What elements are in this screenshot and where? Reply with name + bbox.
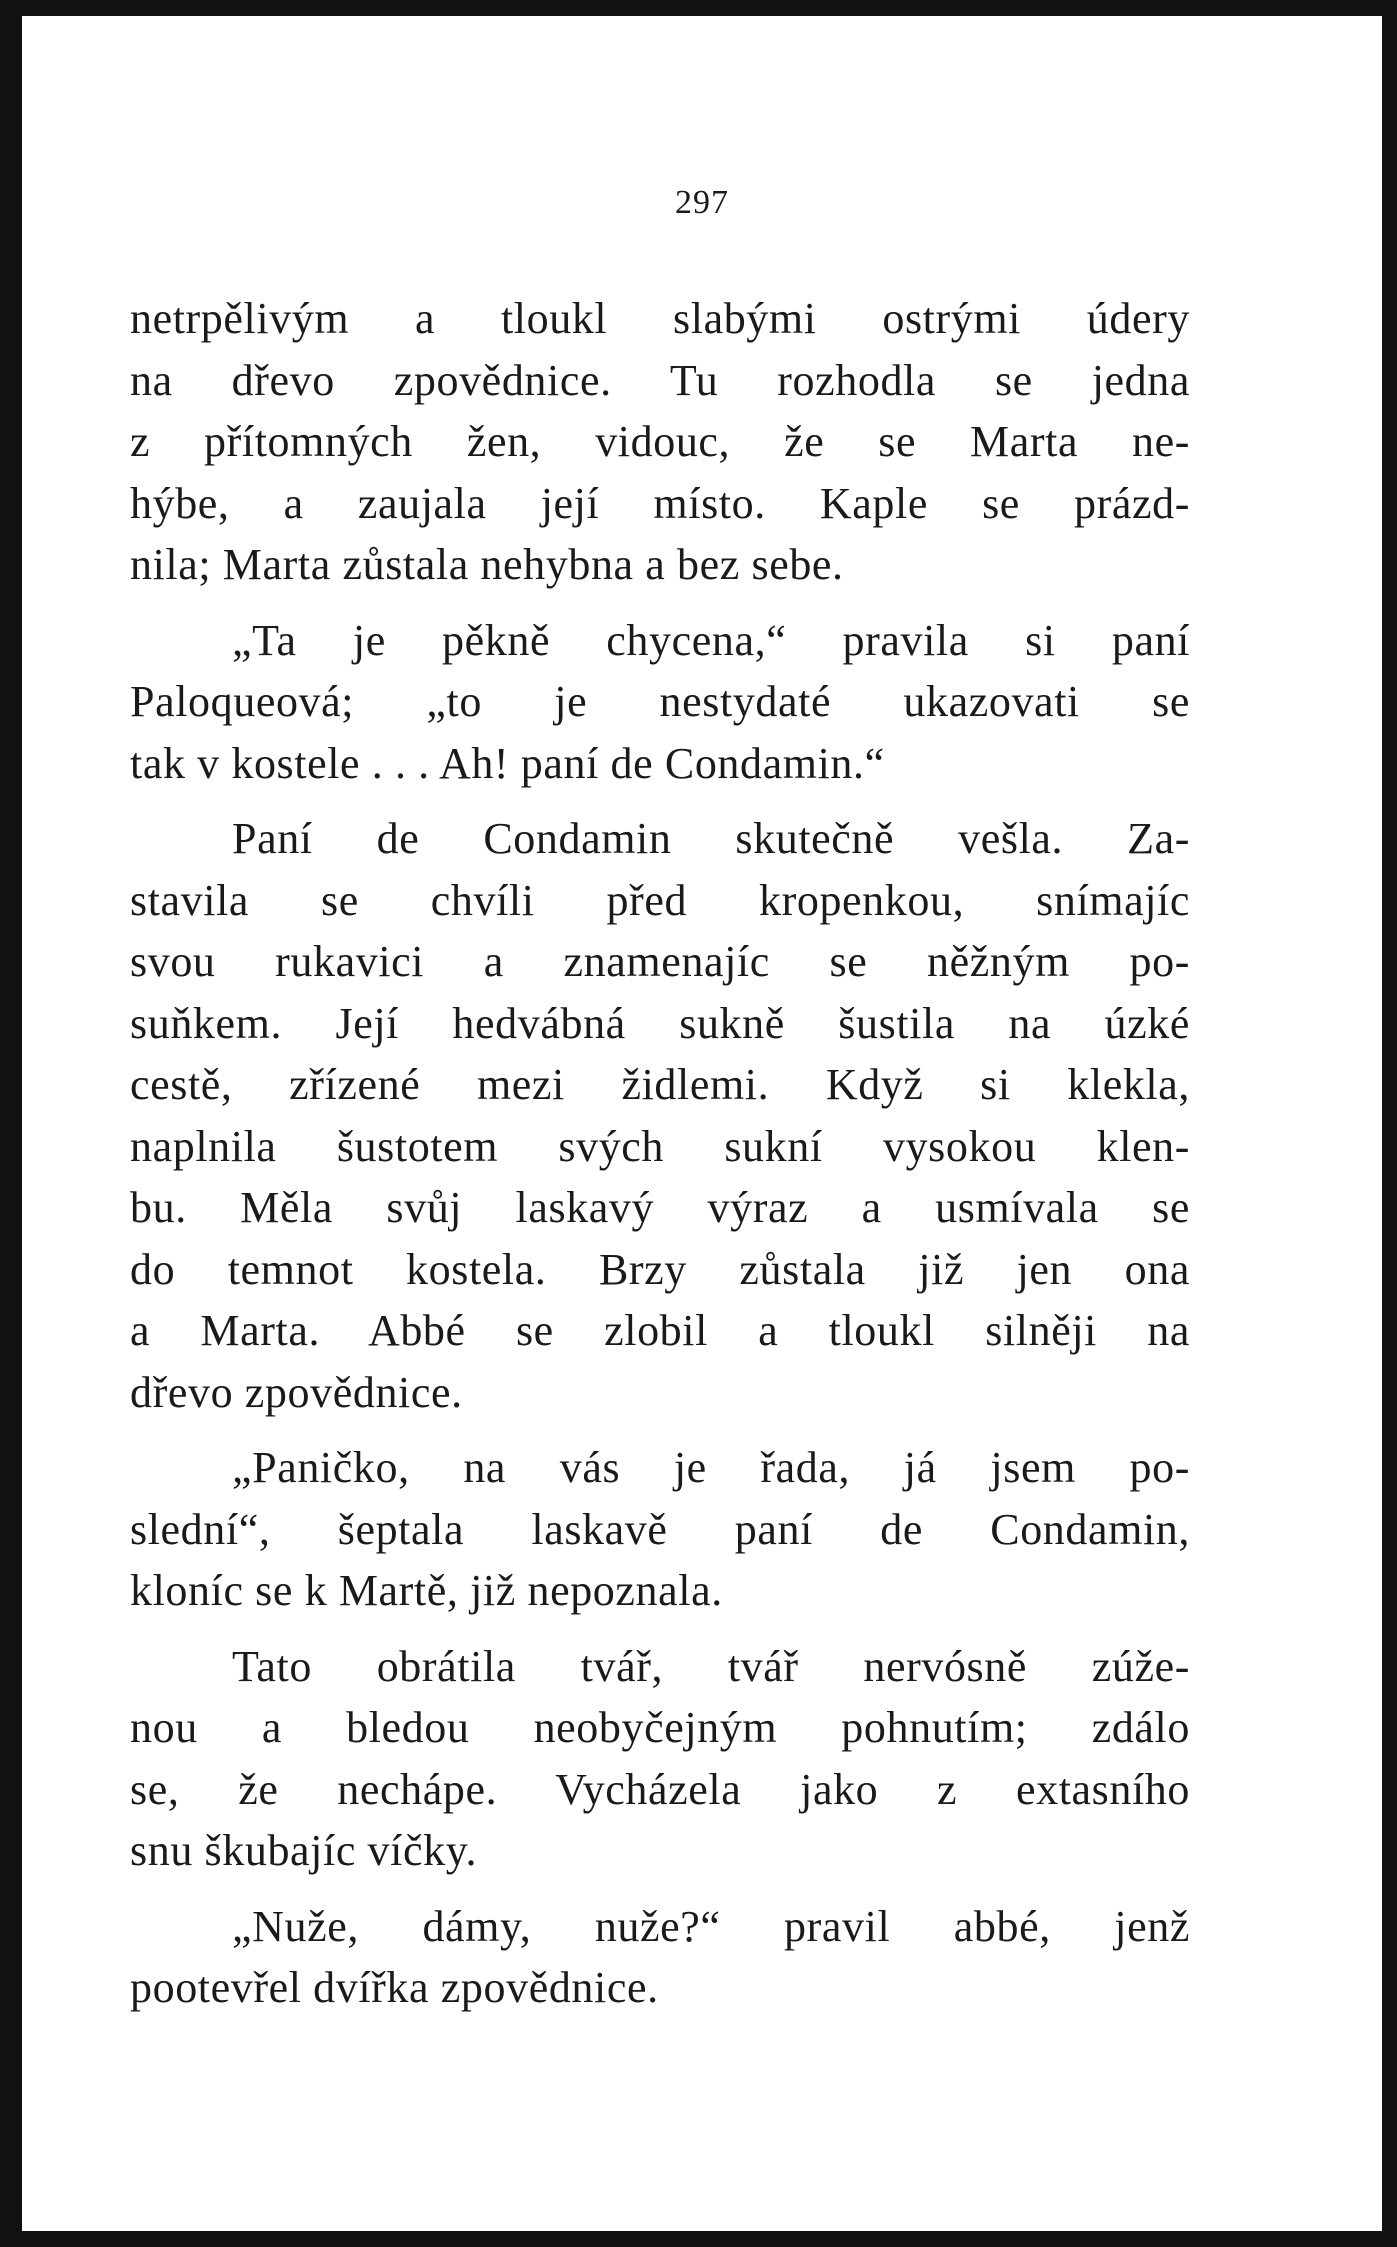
text-line: bu. Měla svůj laskavý výraz a usmívala se <box>130 1183 1190 1232</box>
text-line: „Ta je pěkně chycena,“ pravila si paní <box>232 615 1190 665</box>
text-line: hýbe, a zaujala její místo. Kaple se prázd- <box>130 478 1190 528</box>
text-line: snu škubajíc víčky. <box>130 1826 478 1875</box>
paragraph <box>130 1636 1190 1882</box>
text-line: na dřevo zpovědnice. Tu rozhodla se jedna <box>130 355 1190 405</box>
paragraph <box>130 1437 1190 1622</box>
text-line: pootevřel dvířka zpovědnice. <box>130 1963 659 2012</box>
text-line: cestě, zřízené mezi židlemi. Když si klekla, <box>130 1060 1190 1109</box>
text-line: z přítomných žen, vidouc, že se Marta ne- <box>130 417 1190 466</box>
text-line: Paní de Condamin skutečně vešla. Za- <box>232 814 1190 863</box>
text-line: kloníc se k Martě, již nepoznala. <box>130 1566 723 1615</box>
paragraph <box>130 610 1190 795</box>
body-text <box>130 288 1190 2033</box>
text-line: svou rukavici a znamenajíc se něžným po- <box>130 937 1190 986</box>
text-line: Tato obrátila tvář, tvář nervósně zúže- <box>232 1641 1190 1691</box>
text-line: do temnot kostela. Brzy zůstala již jen ona <box>130 1244 1190 1294</box>
paragraph <box>130 288 1190 596</box>
page-number: 297 <box>675 184 729 221</box>
text-line: nila; Marta zůstala nehybna a bez sebe. <box>130 540 844 589</box>
text-line: naplnila šustotem svých sukní vysokou klen- <box>130 1121 1190 1171</box>
text-line: suňkem. Její hedvábná sukně šustila na úzké <box>130 998 1190 1048</box>
text-line: tak v kostele . . . Ah! paní de Condamin.“ <box>130 738 885 788</box>
text-line: Paloqueová; „to je nestydaté ukazovati se <box>130 677 1190 726</box>
text-line: netrpělivým a tloukl slabými ostrými údery <box>130 294 1190 343</box>
text-line: a Marta. Abbé se zlobil a tloukl silněji na <box>130 1306 1190 1355</box>
text-line: dřevo zpovědnice. <box>130 1367 463 1417</box>
text-line: „Paničko, na vás je řada, já jsem po- <box>232 1443 1190 1492</box>
text-line: „Nuže, dámy, nuže?“ pravil abbé, jenž <box>232 1901 1190 1951</box>
book-page <box>22 16 1382 2231</box>
paragraph <box>130 808 1190 1423</box>
text-line: stavila se chvíli před kropenkou, snímajíc <box>130 875 1190 925</box>
text-line: slední“, šeptala laskavě paní de Condamin, <box>130 1504 1190 1554</box>
text-line: se, že nechápe. Vycházela jako z extasního <box>130 1764 1190 1814</box>
paragraph <box>130 1896 1190 2019</box>
text-line: nou a bledou neobyčejným pohnutím; zdálo <box>130 1703 1190 1752</box>
